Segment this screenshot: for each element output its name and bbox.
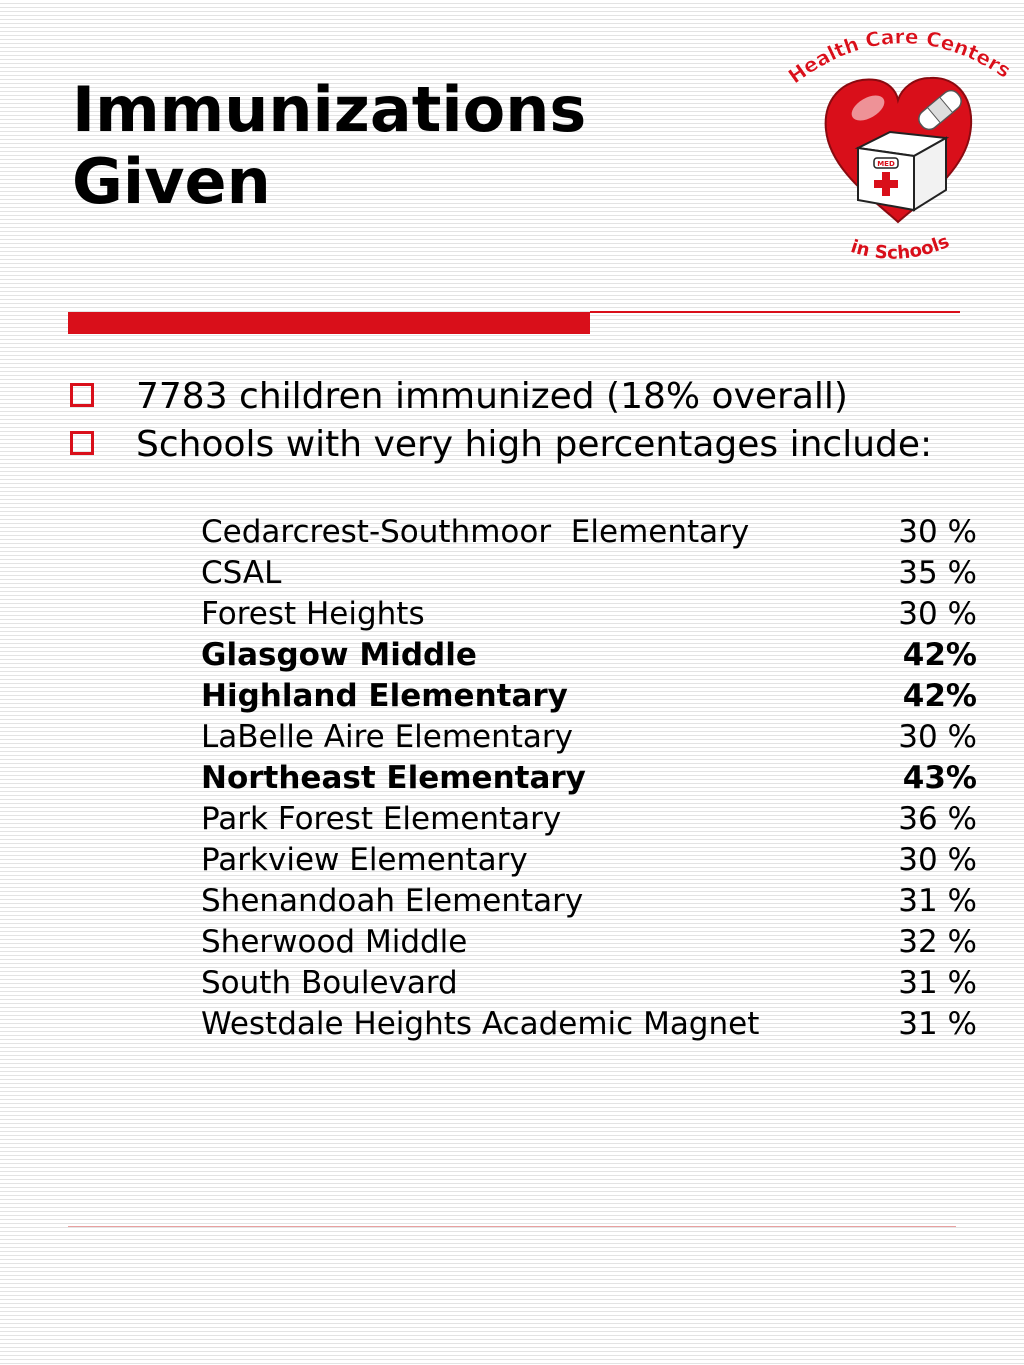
- title-divider-thick: [68, 312, 590, 334]
- school-name: Cedarcrest-Southmoor Elementary: [201, 514, 750, 550]
- school-percent: 30 %: [898, 596, 977, 632]
- hollow-square-bullet-icon: [70, 431, 94, 455]
- school-percent: 32 %: [898, 924, 977, 960]
- school-row: [201, 512, 977, 553]
- school-name: Shenandoah Elementary: [201, 883, 584, 919]
- school-name: Forest Heights: [201, 596, 425, 632]
- school-name: Westdale Heights Academic Magnet: [201, 1006, 760, 1042]
- school-percent: 30 %: [898, 842, 977, 878]
- school-name: LaBelle Aire Elementary: [201, 719, 573, 755]
- school-percent: 31 %: [898, 883, 977, 919]
- school-row: [201, 1004, 977, 1045]
- school-percent: 30 %: [898, 719, 977, 755]
- school-percent: 42%: [902, 678, 977, 714]
- health-care-centers-logo: [778, 20, 1018, 280]
- slide-title: [72, 74, 586, 218]
- school-row: [201, 922, 977, 963]
- title-line-1: Immunizations: [72, 73, 587, 146]
- school-row: [201, 717, 977, 758]
- bullet-text: Schools with very high percentages include:: [136, 424, 933, 465]
- title-line-2: Given: [72, 145, 271, 218]
- school-row: [201, 799, 977, 840]
- school-name: CSAL: [201, 555, 282, 591]
- school-row: [201, 963, 977, 1004]
- school-row: [201, 840, 977, 881]
- school-row: [201, 594, 977, 635]
- bullet-text: 7783 children immunized (18% overall): [136, 376, 848, 417]
- school-name: Northeast Elementary: [201, 760, 586, 796]
- hollow-square-bullet-icon: [70, 383, 94, 407]
- school-row-highlighted: [201, 635, 977, 676]
- school-percent: 35 %: [898, 555, 977, 591]
- school-percent: 30 %: [898, 514, 977, 550]
- school-percent: 42%: [902, 637, 977, 673]
- school-percent: 36 %: [898, 801, 977, 837]
- school-percentage-list: [201, 512, 977, 1045]
- school-percent: 31 %: [898, 965, 977, 1001]
- logo-bottom-text: in Schools: [848, 230, 953, 264]
- school-row: [201, 553, 977, 594]
- medical-kit-icon: [858, 132, 946, 210]
- school-row-highlighted: [201, 758, 977, 799]
- school-name: Sherwood Middle: [201, 924, 468, 960]
- logo-top-text: Health Care Centers: [783, 24, 1016, 89]
- title-divider-thin: [590, 311, 960, 313]
- school-name: Park Forest Elementary: [201, 801, 562, 837]
- footer-divider: [68, 1226, 956, 1227]
- kit-label: MED: [877, 160, 895, 168]
- school-row-highlighted: [201, 676, 977, 717]
- school-percent: 31 %: [898, 1006, 977, 1042]
- school-name: Glasgow Middle: [201, 637, 477, 673]
- school-name: South Boulevard: [201, 965, 458, 1001]
- school-percent: 43%: [902, 760, 977, 796]
- school-name: Highland Elementary: [201, 678, 568, 714]
- school-name: Parkview Elementary: [201, 842, 528, 878]
- school-row: [201, 881, 977, 922]
